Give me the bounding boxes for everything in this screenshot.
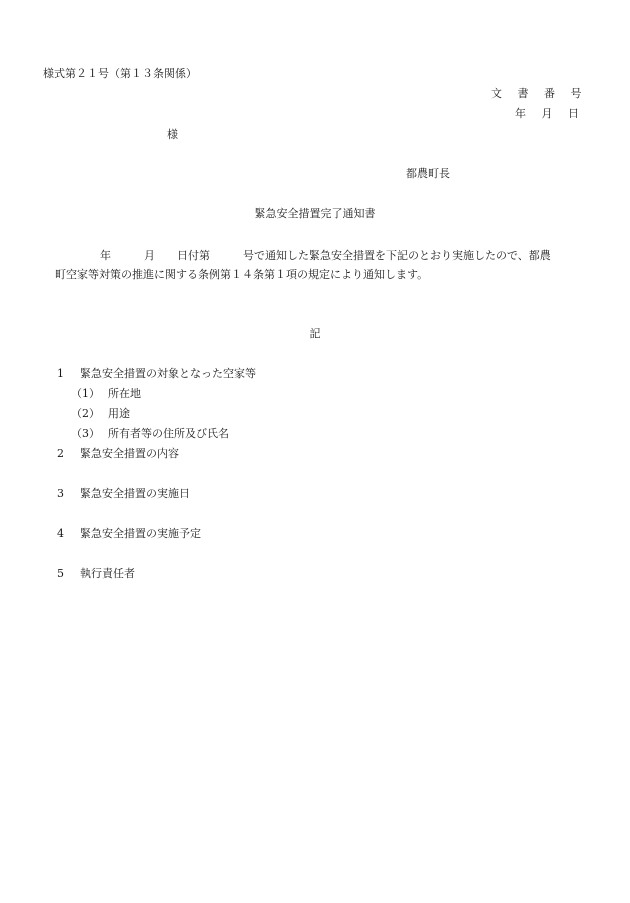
list-item [57, 368, 256, 379]
date-label: 年 月 日 [515, 107, 585, 120]
form-number: 様式第２１号（第１３条関係） [43, 67, 197, 80]
subitem-number: （3） [71, 427, 100, 440]
item-number: 4 [57, 527, 64, 540]
subitem-label: 用途 [108, 407, 130, 420]
issuer: 都農町長 [406, 167, 450, 180]
item-number: 2 [57, 447, 64, 460]
item-number: 5 [57, 567, 64, 580]
sub-list-item [71, 388, 141, 399]
item-number: 1 [57, 367, 64, 380]
subitem-label: 所在地 [108, 387, 141, 400]
subitem-number: （1） [71, 387, 100, 400]
addressee-suffix: 様 [167, 128, 178, 141]
subitem-label: 所有者等の住所及び氏名 [108, 427, 229, 440]
item-label: 執行責任者 [80, 567, 135, 580]
item-label: 緊急安全措置の実施予定 [80, 527, 201, 540]
item-label: 緊急安全措置の実施日 [80, 487, 190, 500]
item-number: 3 [57, 487, 64, 500]
item-label: 緊急安全措置の内容 [80, 447, 179, 460]
ki-heading: 記 [309, 327, 321, 340]
sub-list-item [71, 408, 130, 419]
list-item [57, 488, 190, 499]
subitem-number: （2） [71, 407, 100, 420]
list-item [57, 448, 179, 459]
list-item [57, 568, 135, 579]
list-item [57, 528, 201, 539]
sub-list-item [71, 428, 229, 439]
body-line-2: 町空家等対策の推進に関する条例第１４条第１項の規定により通知します。 [55, 268, 429, 281]
document-number-label: 文 書 番 号 [491, 87, 588, 100]
body-line-1: 年 月 日付第 号で通知した緊急安全措置を下記のとおり実施したので、都農 [100, 249, 551, 262]
document-title: 緊急安全措置完了通知書 [254, 207, 376, 220]
body-paragraph [43, 246, 589, 284]
item-label: 緊急安全措置の対象となった空家等 [80, 367, 256, 380]
